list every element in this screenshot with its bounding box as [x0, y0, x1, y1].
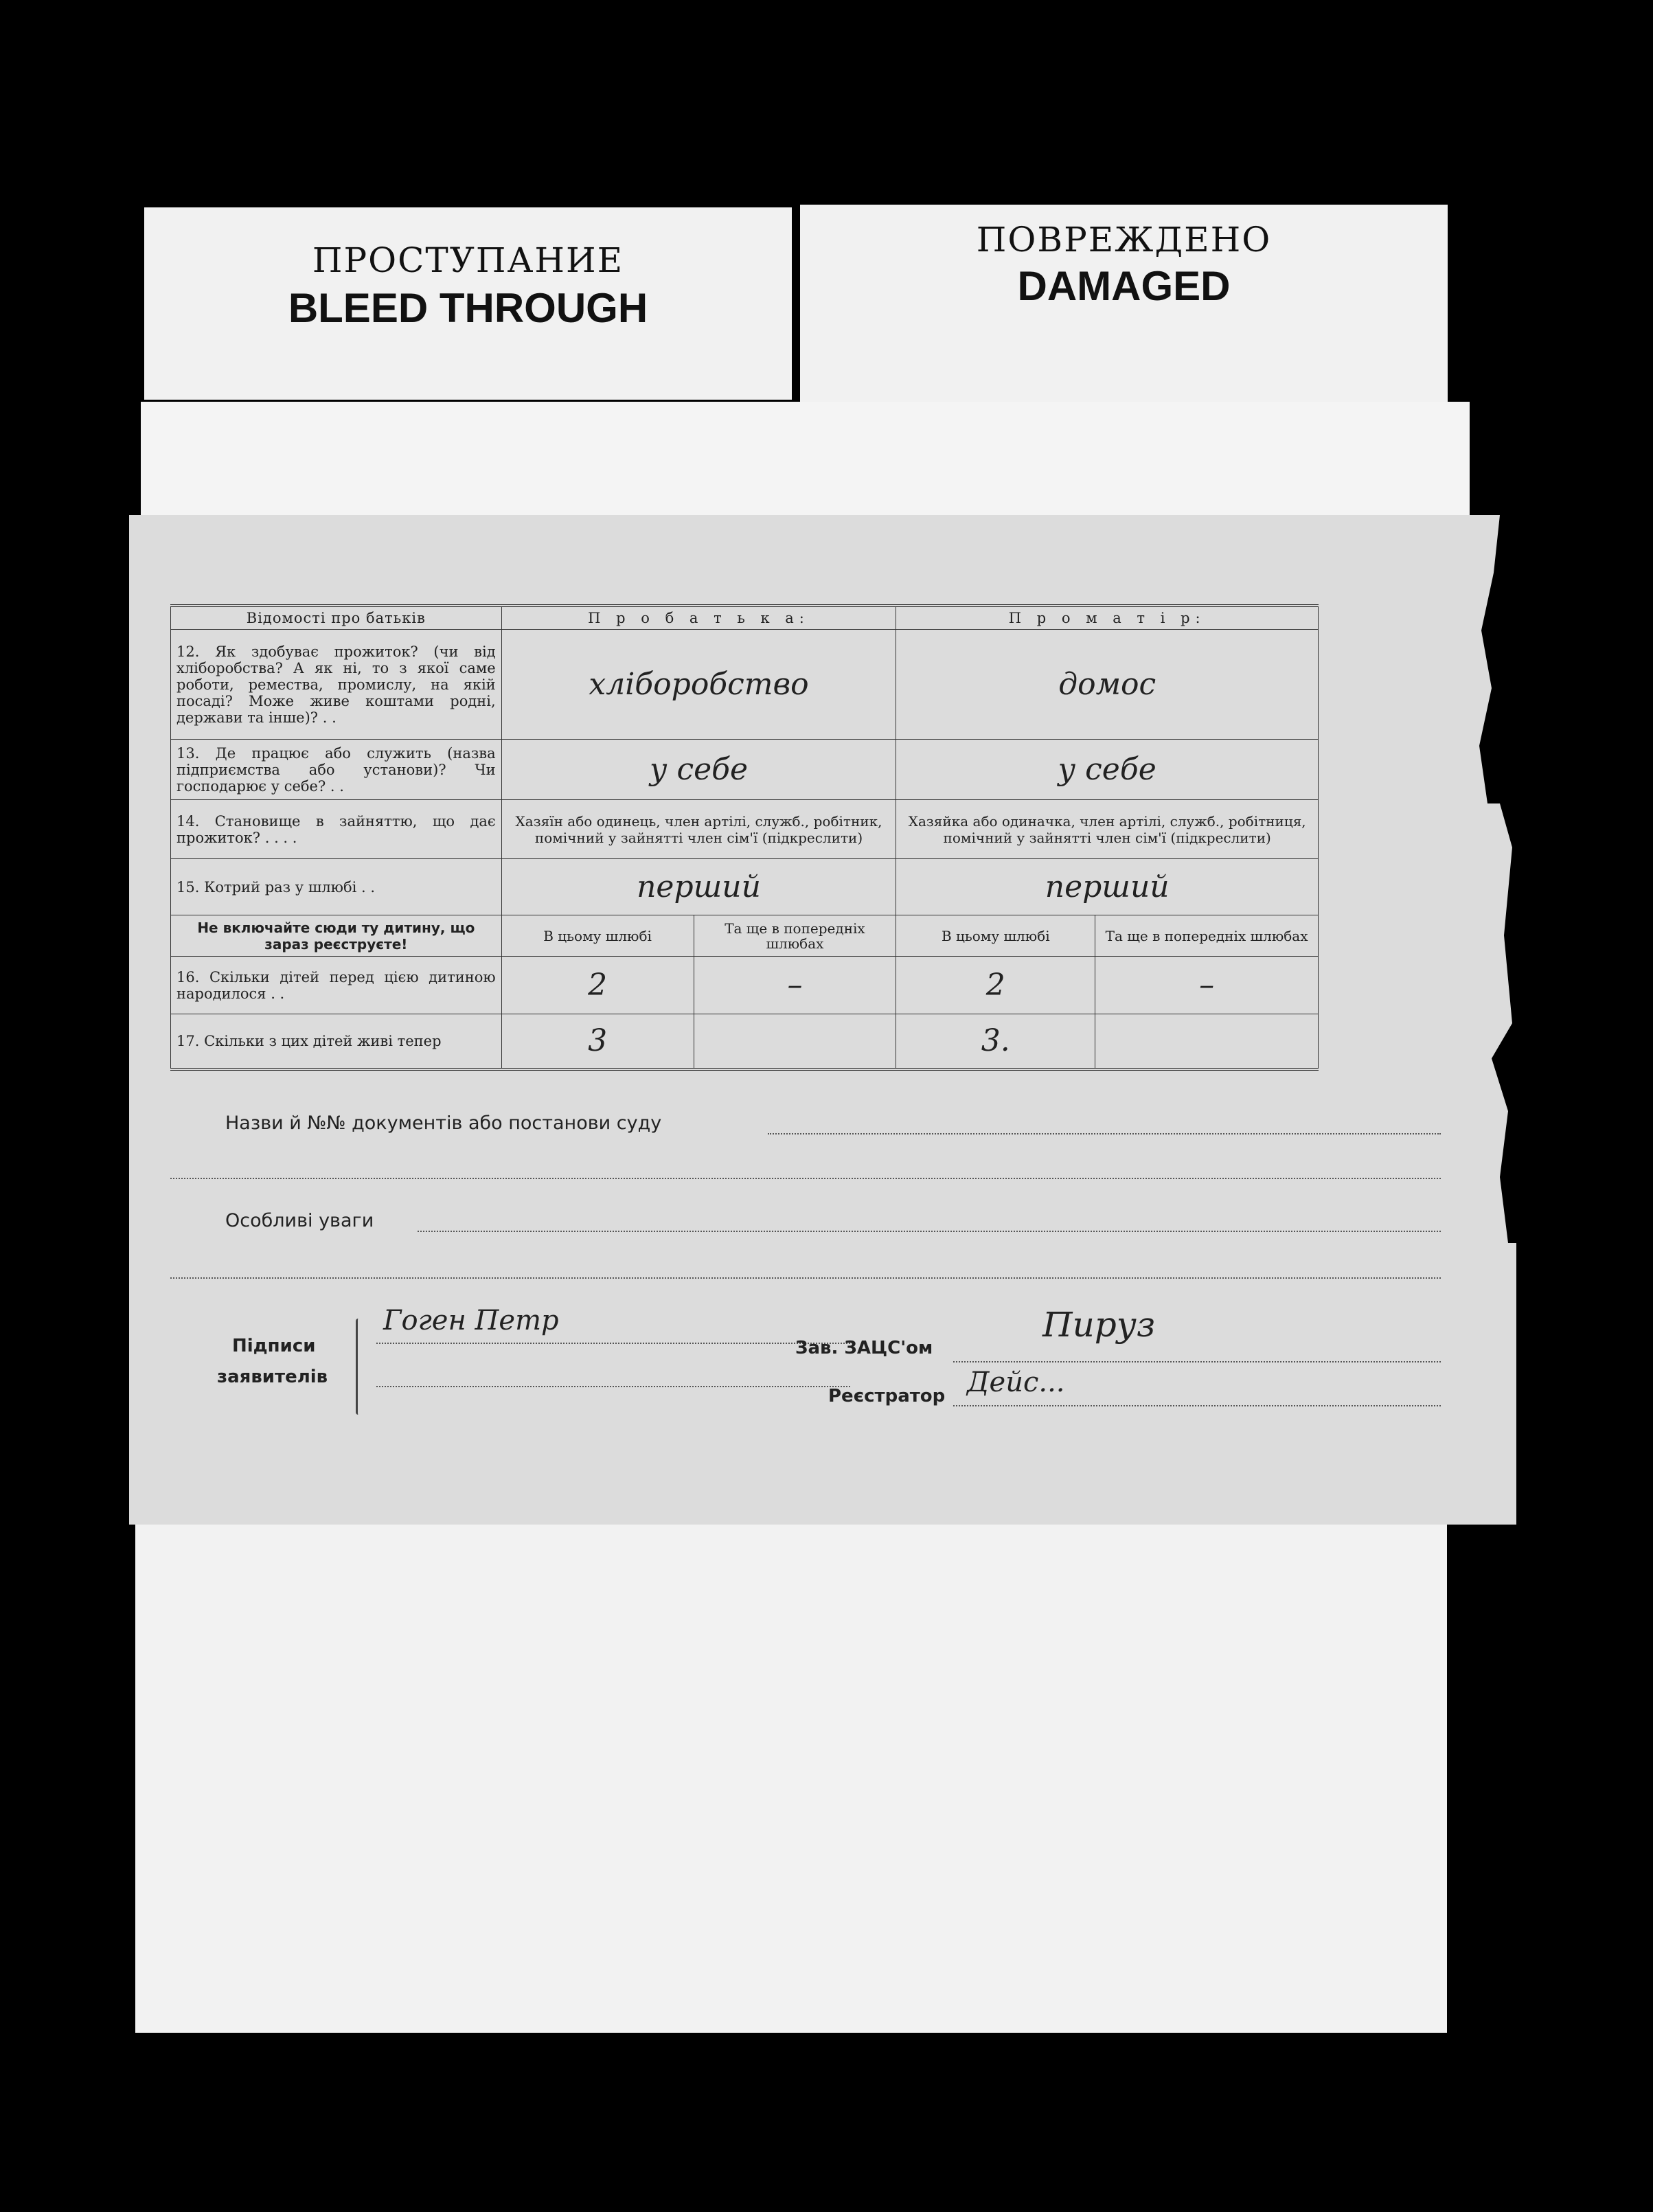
exclusion-note: Не включайте сюди ту дитину, що зараз реєструєте!: [171, 915, 502, 957]
question-13: 13. Де працює або служить (назва підприємства або установи)? Чи господарює у себе? . .: [171, 740, 502, 800]
header-info: Відомості про батьків: [171, 606, 502, 630]
registrar-line: [953, 1405, 1441, 1406]
registrar-signature: Дейс...: [967, 1367, 1065, 1398]
q15-father-answer: перший: [501, 859, 896, 915]
applicant-line-1: [376, 1343, 850, 1344]
question-16: 16. Скільки дітей перед цією дитиною народилося . .: [171, 957, 502, 1014]
damaged-label-card: [800, 205, 1448, 411]
q12-father-answer: хліборобство: [501, 630, 896, 740]
table-row: [171, 740, 1319, 800]
q17-father-previous: [694, 1014, 896, 1069]
question-15: 15. Котрий раз у шлюбі . .: [171, 859, 502, 915]
q16-father-this: 2: [501, 957, 694, 1014]
q14-father-options: Хазяїн або одинець, член артілі, служб., робітник, помічний у зайнятті член сім'ї (підкреслити): [501, 800, 896, 859]
registration-form: [129, 515, 1516, 1525]
q17-father-this: 3: [501, 1014, 694, 1069]
table-row: [171, 1014, 1319, 1069]
notes-line-2: [170, 1277, 1441, 1279]
q17-mother-previous: [1095, 1014, 1319, 1069]
special-notes-label: Особливі уваги: [225, 1210, 374, 1231]
q13-father-answer: у себе: [501, 740, 896, 800]
head-signature: Пируз: [1042, 1305, 1156, 1345]
head-line: [953, 1361, 1441, 1362]
parents-info-table: [170, 604, 1319, 1071]
header-mother: П р о м а т і р:: [896, 606, 1319, 630]
applicant-signature: Гоген Петр: [383, 1305, 559, 1336]
bleed-through-label-card: [144, 207, 792, 400]
table-row: [171, 957, 1319, 1014]
mother-this-marriage-header: В цьому шлюбі: [896, 915, 1095, 957]
notes-line-1: [418, 1231, 1441, 1232]
bleed-through-ru: ПРОСТУПАНИЕ: [312, 240, 624, 280]
registrar-label: Реєстратор: [828, 1386, 946, 1406]
header-father: П р о б а т ь к а:: [501, 606, 896, 630]
mother-previous-marriages-header: Та ще в попередніх шлюбах: [1095, 915, 1319, 957]
q15-mother-answer: перший: [896, 859, 1319, 915]
table-row: [171, 630, 1319, 740]
q16-mother-previous: –: [1095, 957, 1319, 1014]
signatures-brace: [356, 1319, 361, 1415]
question-12: 12. Як здобуває прожиток? (чи від хліборобства? А як ні, то з якої саме роботи, ремества, промислу, на якій посаді? Може живе коштами родні, держави та інше)? . .: [171, 630, 502, 740]
table-row: [171, 800, 1319, 859]
damaged-en: DAMAGED: [1017, 263, 1231, 309]
documents-label: Назви й №№ документів або постанови суду: [225, 1113, 662, 1134]
applicant-line-2: [376, 1386, 850, 1387]
torn-edge-top: [1475, 515, 1516, 803]
signatures-label-2: заявителів: [217, 1367, 328, 1387]
torn-edge-notch: [1434, 803, 1516, 1243]
father-this-marriage-header: В цьому шлюбі: [501, 915, 694, 957]
head-label: Зав. ЗАЦС'ом: [795, 1338, 933, 1358]
signatures-label-1: Підписи: [232, 1336, 316, 1356]
q16-mother-this: 2: [896, 957, 1095, 1014]
documents-line-1: [768, 1133, 1441, 1134]
damaged-ru: ПОВРЕЖДЕНО: [976, 220, 1272, 260]
q16-father-previous: –: [694, 957, 896, 1014]
table-header-row: [171, 606, 1319, 630]
bleed-through-en: BLEED THROUGH: [288, 285, 648, 331]
bottom-backing-sheet: [135, 1490, 1447, 2033]
documents-line-2: [170, 1178, 1441, 1179]
q17-mother-this: 3.: [896, 1014, 1095, 1069]
question-17: 17. Скільки з цих дітей живі тепер: [171, 1014, 502, 1069]
q12-mother-answer: домос: [896, 630, 1319, 740]
q14-mother-options: Хазяйка або одиначка, член артілі, служб., робітниця, помічний у зайнятті член сім'ї (підкреслити): [896, 800, 1319, 859]
question-14: 14. Становище в зайняттю, що дає прожиток? . . . .: [171, 800, 502, 859]
father-previous-marriages-header: Та ще в попередніх шлюбах: [694, 915, 896, 957]
table-row: [171, 915, 1319, 957]
table-row: [171, 859, 1319, 915]
q13-mother-answer: у себе: [896, 740, 1319, 800]
